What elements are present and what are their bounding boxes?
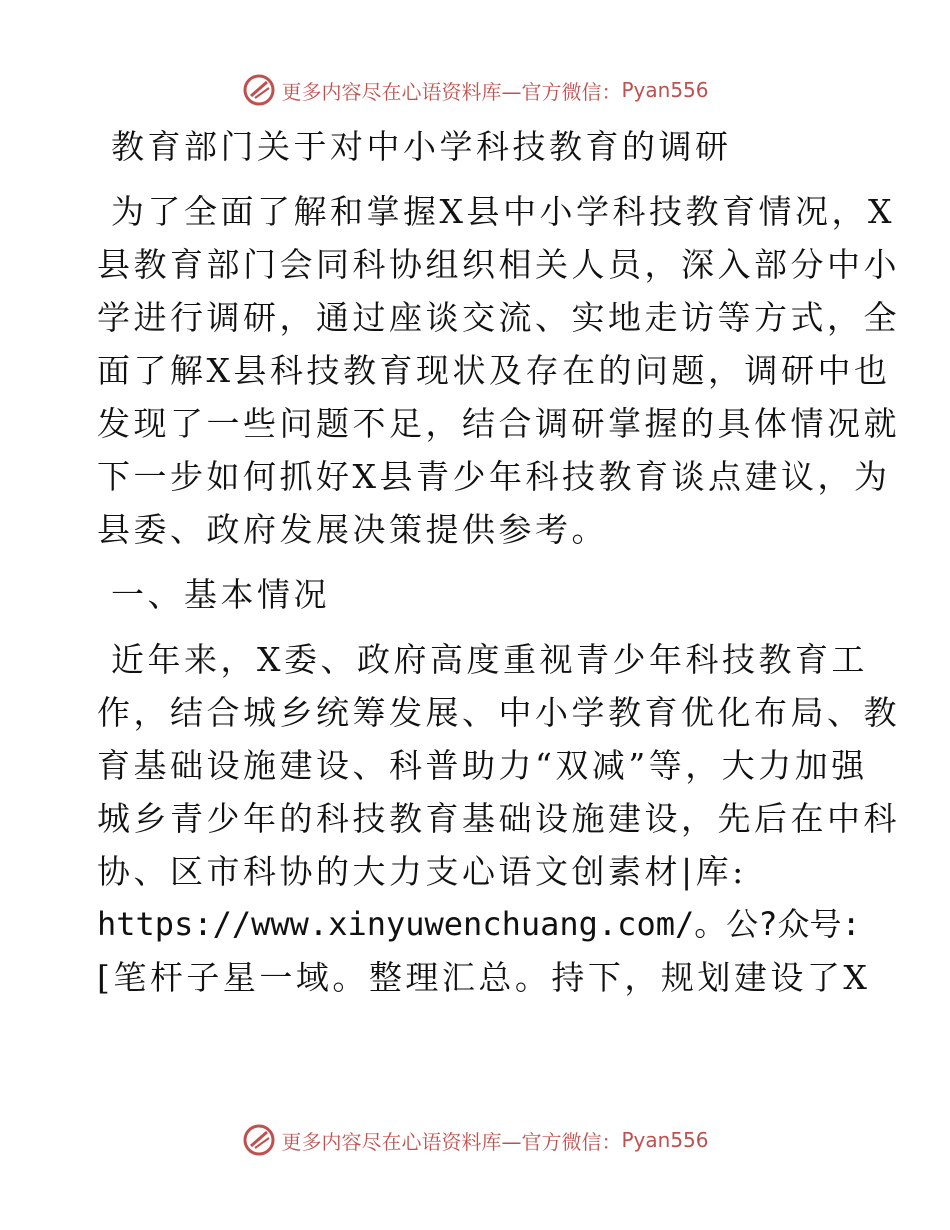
watermark-handle: Pyan556 (621, 1128, 709, 1152)
paragraph-line: 发现了一些问题不足，结合调研掌握的具体情况就 (97, 404, 900, 443)
brand-logo-icon (241, 72, 277, 108)
header-watermark (0, 70, 950, 110)
footer-watermark (0, 1120, 950, 1160)
paragraph-line: 育基础设施建设、科普助力“双减”等，大力加强 (97, 746, 868, 785)
paragraph-line: 下一步如何抓好X县青少年科技教育谈点建议，为 (97, 457, 891, 496)
brand-logo-icon (241, 1122, 277, 1158)
document-body (97, 125, 900, 999)
paragraph-line: 为了全面了解和掌握X县中小学科技教育情况，X (97, 192, 895, 231)
watermark-text: 更多内容尽在心语资料库—官方微信： (281, 1129, 622, 1154)
paragraph-line: 近年来，X委、政府高度重视青少年科技教育工 (97, 640, 868, 679)
paragraph-line: 协、区市科协的大力支心语文创素材|库: (97, 852, 747, 891)
url-line: https://www.xinyuwenchuang.com/。公?众号: (97, 905, 861, 943)
paragraph-line: [笔杆子星一域。整理汇总。持下，规划建设了X (97, 958, 871, 997)
paragraph-line: 城乡青少年的科技教育基础设施建设，先后在中科 (97, 799, 900, 838)
paragraph-line: 作，结合城乡统筹发展、中小学教育优化布局、教 (97, 693, 900, 732)
paragraph-line: 县委、政府发展决策提供参考。 (97, 510, 608, 549)
paragraph-line: 学进行调研，通过座谈交流、实地走访等方式，全 (97, 298, 900, 337)
watermark-handle: Pyan556 (621, 78, 709, 102)
document-title: 教育部门关于对中小学科技教育的调研 (97, 127, 732, 166)
paragraph-line: 面了解X县科技教育现状及存在的问题，调研中也 (97, 351, 891, 390)
watermark-text: 更多内容尽在心语资料库—官方微信： (281, 79, 622, 104)
section-heading: 一、基本情况 (97, 575, 330, 614)
paragraph-line: 县教育部门会同科协组织相关人员，深入部分中小 (97, 245, 900, 284)
